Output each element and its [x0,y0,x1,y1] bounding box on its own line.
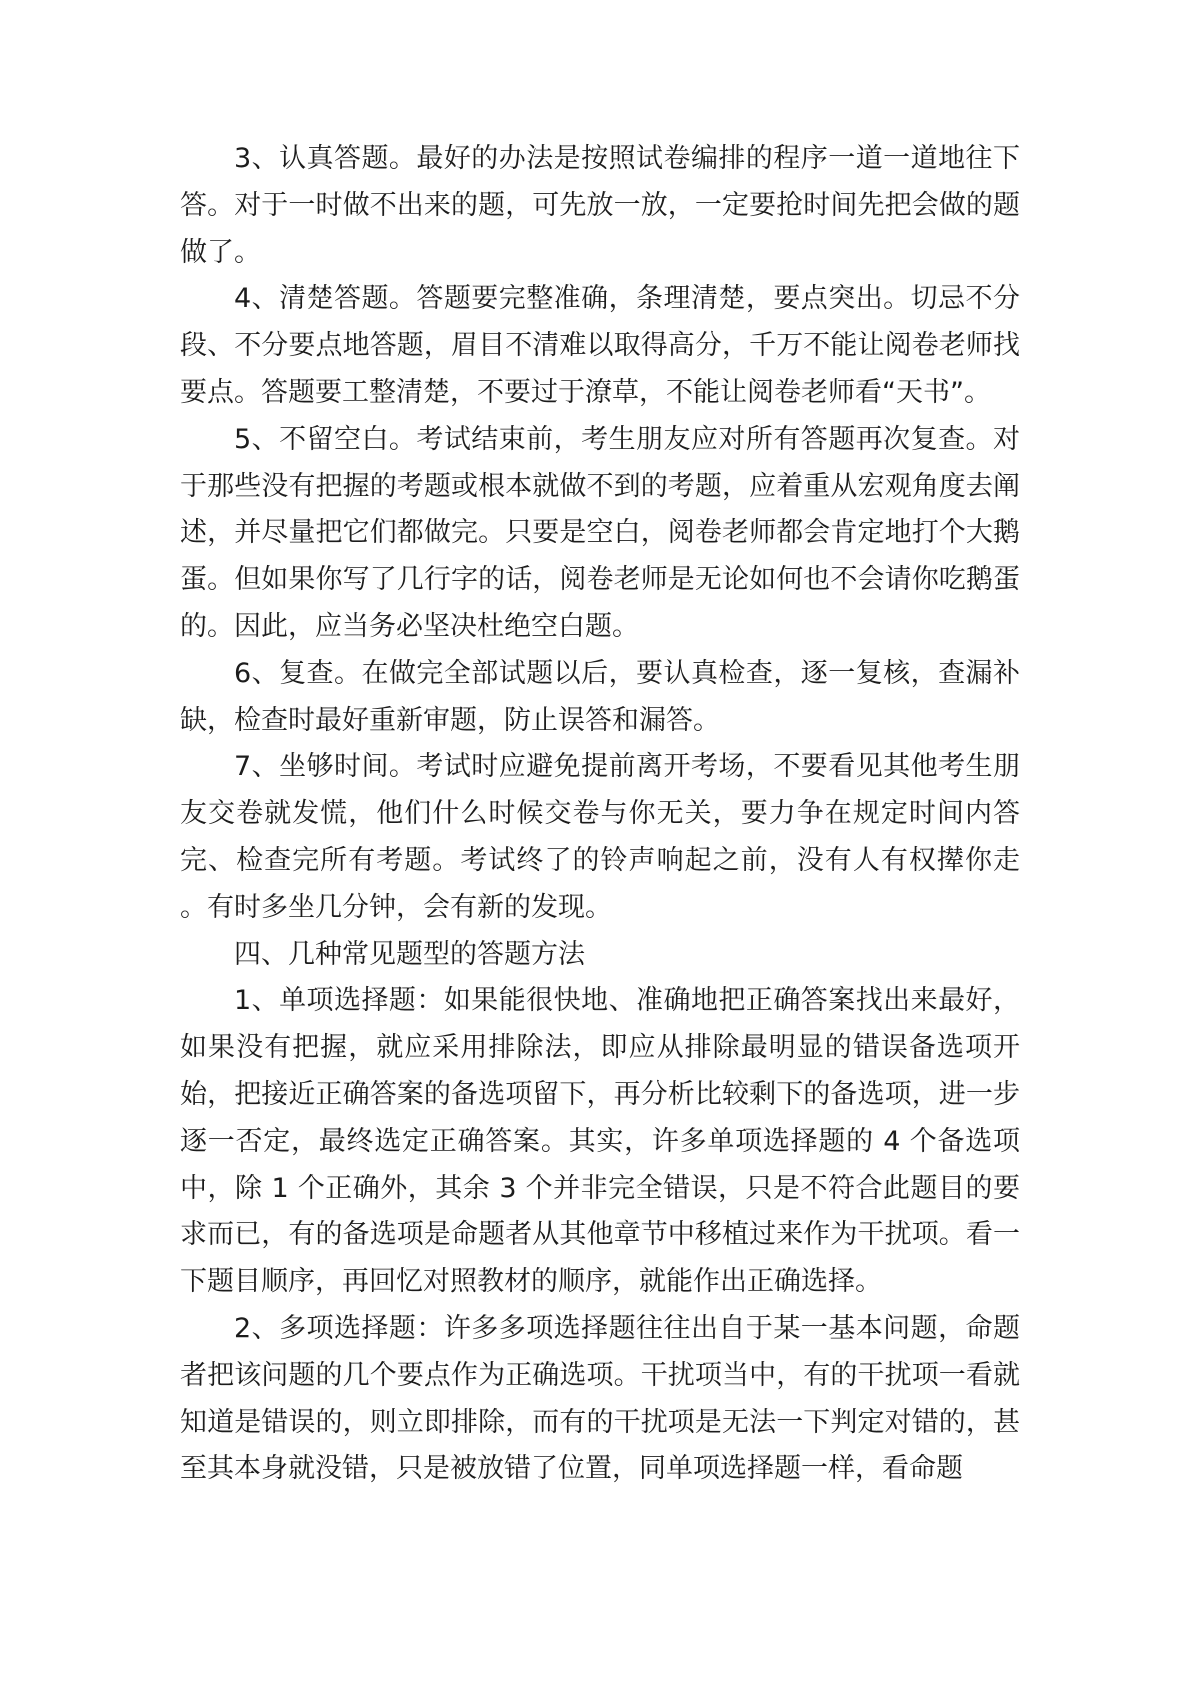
paragraph-answer-carefully: 3、认真答题。最好的办法是按照试卷编排的程序一道一道地往下答。对于一时做不出来的题，可先放一放，一定要抢时间先把会做的题做了。 [180,143,1020,268]
paragraph-no-blanks: 5、不留空白。考试结束前，考生朋友应对所有答题再次复查。对于那些没有把握的考题或根本就做不到的考题，应着重从宏观角度去阐述，并尽量把它们都做完。只要是空白，阅卷老师都会肯定地打个大鹅蛋。但如果你写了几行字的话，阅卷老师是无论如何也不会请你吃鹅蛋的。因此，应当务必坚决杜绝空白题。 [180,423,1020,642]
paragraph-multiple-choice: 2、多项选择题：许多多项选择题往往出自于某一基本问题，命题者把该问题的几个要点作为正确选项。干扰项当中，有的干扰项一看就知道是错误的，则立即排除，而有的干扰项是无法一下判定对错的，甚至其本身就没错，只是被放错了位置，同单项选择题一样，看命题 [180,1312,1020,1485]
paragraph-use-full-time: 7、坐够时间。考试时应避免提前离开考场，不要看见其他考生朋友交卷就发慌，他们什么时候交卷与你无关，要力争在规定时间内答完、检查完所有考题。考试终了的铃声响起之前，没有人有权撵你走 。有时多坐几分钟，会有新的发现。 [180,751,1020,923]
document-body [180,136,1020,1493]
paragraph-answer-clearly: 4、清楚答题。答题要完整准确，条理清楚，要点突出。切忌不分段、不分要点地答题，眉目不清难以取得高分，千万不能让阅卷老师找要点。答题要工整清楚，不要过于潦草，不能让阅卷老师看“天书”。 [180,283,1020,408]
paragraph-review: 6、复查。在做完全部试题以后，要认真检查，逐一复核，查漏补缺，检查时最好重新审题，防止误答和漏答。 [180,657,1020,736]
section-heading-question-types: 四、几种常见题型的答题方法 [234,938,585,970]
paragraph-single-choice: 1、单项选择题：如果能很快地、准确地把正确答案找出来最好，如果没有把握，就应采用排除法，即应从排除最明显的错误备选项开始，把接近正确答案的备选项留下，再分析比较剩下的备选项，进一步逐一否定，最终选定正确答案。其实，许多单项选择题的 4 个备选项中，除 1 个正确外，其余 3 个并非完全错误，只是不符合此题目的要求而已，有的备选项是命题者从其他章节中移植过来作为干扰项。看一下题目顺序，再回忆对照教材的顺序，就能作出正确选择。 [180,985,1020,1298]
